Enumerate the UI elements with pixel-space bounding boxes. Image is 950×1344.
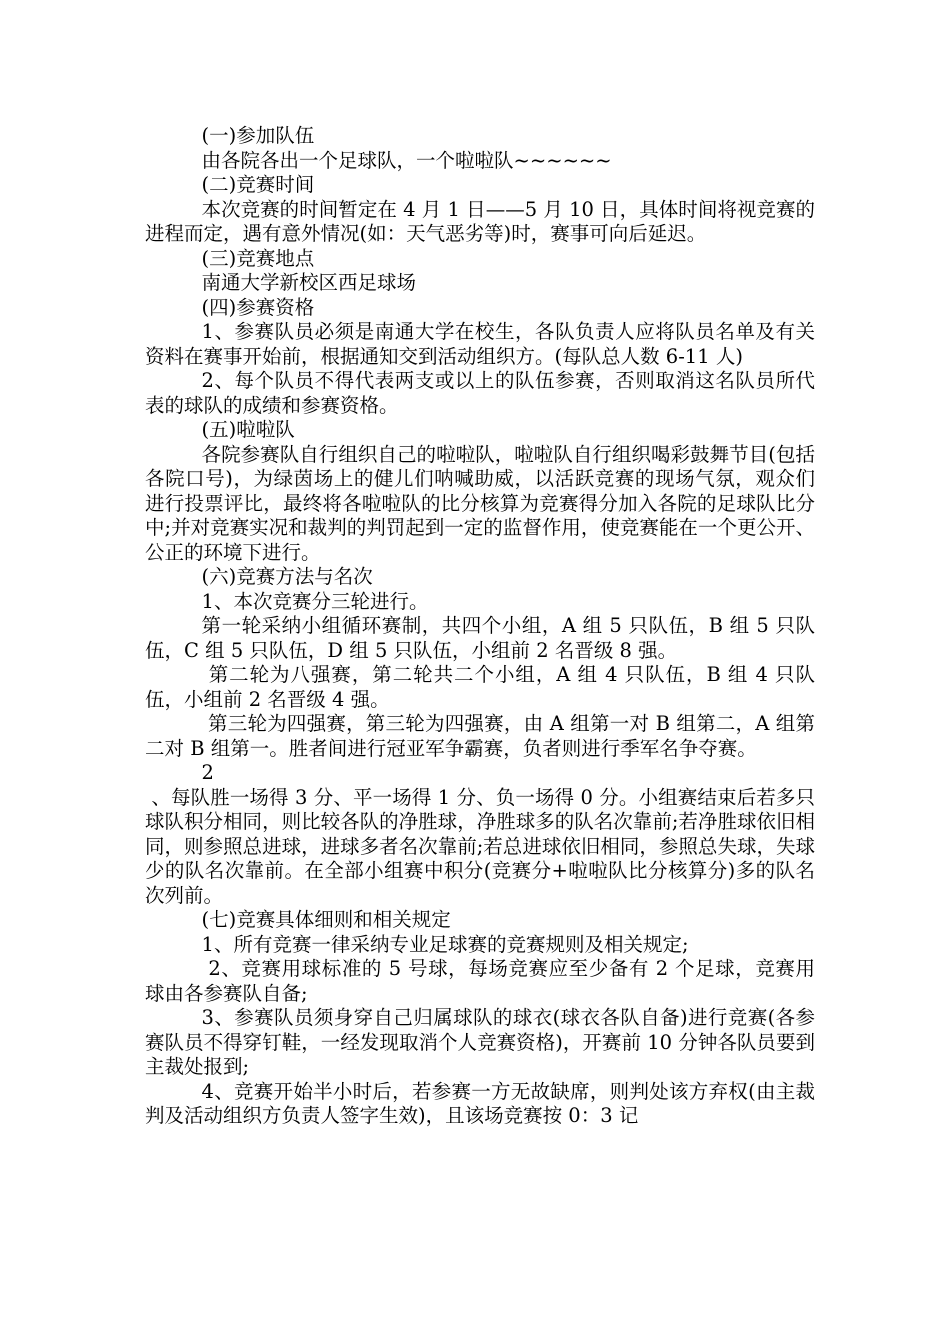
paragraph-time: 本次竞赛的时间暂定在 4 月 1 日——5 月 10 日，具体时间将视竞赛的进程而定，遇有意外情况(如：天气恶劣等)时，赛事可向后延迟。 — [145, 197, 815, 245]
paragraph-round-3: 第三轮为四强赛，第三轮为四强赛，由 A 组第一对 B 组第二，A 组第二对 B 组第一。胜者间进行冠亚军争霸赛，负者则进行季军名争夺赛。 — [145, 712, 815, 760]
heading-time: (二)竞赛时间 — [201, 173, 315, 196]
paragraph-round-2: 第二轮为八强赛，第二轮共二个小组，A 组 4 只队伍，B 组 4 只队伍，小组前 2 名晋级 4 强。 — [145, 663, 816, 711]
paragraph-venue: 南通大学新校区西足球场 — [201, 271, 417, 294]
heading-teams: (一)参加队伍 — [201, 124, 315, 147]
document-page — [145, 124, 815, 1129]
heading-rules: (七)竞赛具体细则和相关规定 — [201, 908, 451, 931]
paragraph-eligibility-1: 1、参赛队员必须是南通大学在校生，各队负责人应将队员名单及有关资料在赛事开始前，根据通知交到活动组织方。(每队总人数 6-11 人) — [145, 320, 815, 368]
paragraph-cheerleaders: 各院参赛队自行组织自己的啦啦队，啦啦队自行组织喝彩鼓舞节目(包括各院口号)，为绿茵场上的健儿们呐喊助威，以活跃竞赛的现场气氛，观众们进行投票评比，最终将各啦啦队的比分核算为竞赛得分加入各院的足球队比分中;并对竞赛实况和裁判的判罚起到一定的监督作用，使竞赛能在一个更公开、公正的环境下进行。 — [145, 442, 815, 564]
paragraph-rules-2: 2、竞赛用球标准的 5 号球，每场竞赛应至少备有 2 个足球，竞赛用球由各参赛队自备; — [145, 957, 816, 1005]
paragraph-rules-1: 1、所有竞赛一律采纳专业足球赛的竞赛规则及相关规定; — [201, 932, 689, 956]
paragraph-rules-4: 4、竞赛开始半小时后，若参赛一方无故缺席，则判处该方弃权(由主裁判及活动组织方负责人签字生效)，且该场竞赛按 0：3 记 — [145, 1079, 815, 1127]
paragraph-teams: 由各院各出一个足球队，一个啦啦队~~~~~~ — [201, 148, 612, 172]
paragraph-format-1: 1、本次竞赛分三轮进行。 — [201, 589, 429, 613]
heading-format: (六)竞赛方法与名次 — [201, 565, 373, 588]
paragraph-scoring: 、每队胜一场得 3 分、平一场得 1 分、负一场得 0 分。小组赛结束后若多只球队积分相同，则比较各队的净胜球，净胜球多的队名次靠前;若净胜球依旧相同，则参照总进球，进球多者名次靠前;若总进球依旧相同，参照总失球，失球少的队名次靠前。在全部小组赛中积分(竞赛分+啦啦队比分核算分)多的队名次列前。 — [145, 785, 815, 907]
paragraph-rules-3: 3、参赛队员须身穿自己归属球队的球衣(球衣各队自备)进行竞赛(各参赛队员不得穿钉鞋，一经发现取消个人竞赛资格)，开赛前 10 分钟各队员要到主裁处报到; — [145, 1006, 815, 1078]
heading-eligibility: (四)参赛资格 — [201, 295, 315, 319]
heading-venue: (三)竞赛地点 — [201, 246, 315, 270]
paragraph-format-2-number: 2 — [201, 761, 214, 784]
heading-cheerleaders: (五)啦啦队 — [201, 418, 295, 441]
paragraph-round-1: 第一轮采纳小组循环赛制，共四个小组，A 组 5 只队伍，B 组 5 只队伍，C 组 5 只队伍，D 组 5 只队伍，小组前 2 名晋级 8 强。 — [145, 614, 815, 662]
paragraph-eligibility-2: 2、每个队员不得代表两支或以上的队伍参赛，否则取消这名队员所代表的球队的成绩和参赛资格。 — [145, 369, 815, 417]
